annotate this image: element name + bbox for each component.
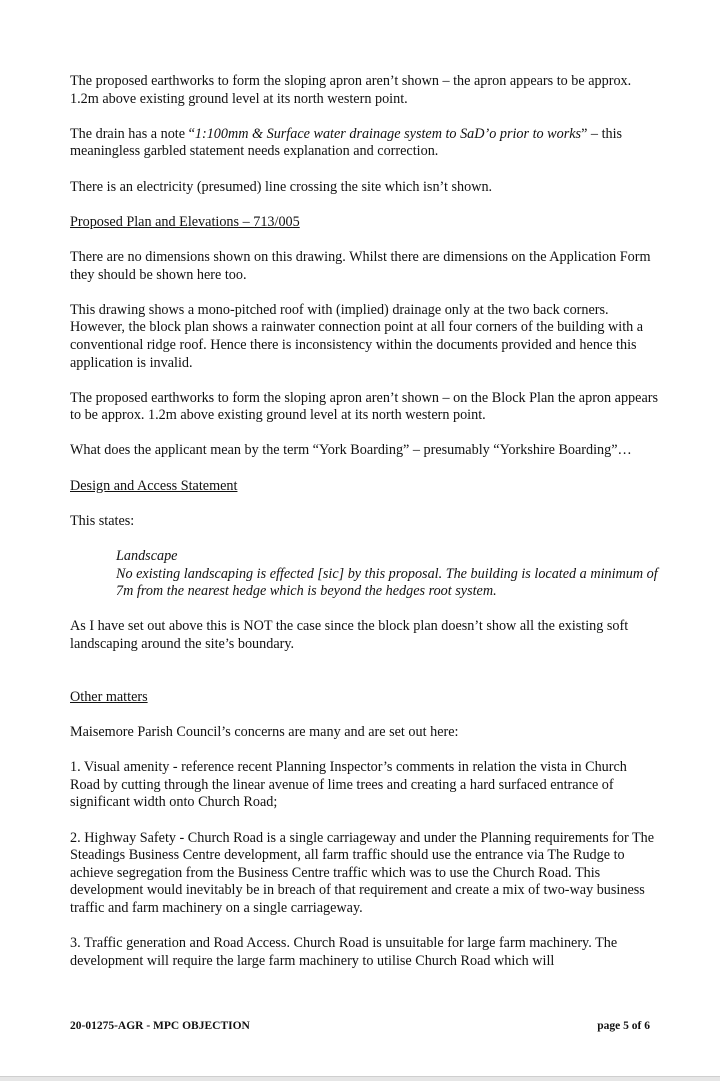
document-body [70,73,660,988]
paragraph: There are no dimensions shown on this drawing. Whilst there are dimensions on the Application Form they should be shown here too. [70,248,651,283]
text-run: The drain has a note “ [70,125,195,142]
list-item-traffic-generation: 3. Traffic generation and Road Access. Church Road is unsuitable for large farm machinery. The development will require the large farm machinery to utilise Church Road which will [70,935,618,969]
quote-title: Landscape [116,548,178,565]
page-footer [70,1020,650,1032]
paragraph: The proposed earthworks to form the sloping apron aren’t shown – on the Block Plan the apron appears to be approx. 1.2m above existing ground level at its north western point. [70,389,658,424]
paragraph: This states: [70,512,135,529]
page-bottom-edge [0,1076,720,1081]
block-quote [116,548,660,601]
section-heading-other-matters: Other matters [70,688,148,705]
text-run: ” – this meaningless garbled statement needs explanation and correction. [70,125,623,160]
paragraph: There is an electricity (presumed) line crossing the site which isn’t shown. [70,178,493,195]
footer-reference: 20-01275-AGR - MPC OBJECTION [70,1020,250,1032]
paragraph: What does the applicant mean by the term “York Boarding” – presumably “Yorkshire Boarding”… [70,442,632,459]
paragraph: This drawing shows a mono-pitched roof with (implied) drainage only at the two back corners. However, the block plan shows a rainwater connection point at all four corners of the building with a conventional ridge roof. Hence there is inconsistency within the documents provided and hence this application is invalid. [70,301,644,371]
page-number: page 5 of 6 [597,1020,650,1032]
spacer [70,671,660,689]
italic-quote: 1:100mm & Surface water drainage system to SaD’o prior to works [194,125,582,142]
paragraph-drain-note [70,126,660,161]
list-item-visual-amenity: 1. Visual amenity - reference recent Planning Inspector’s comments in relation the vista in Church Road by cutting through the linear avenue of lime trees and creating a hard surfaced entrance of significant width onto Church Road; [70,759,627,811]
paragraph: Maisemore Parish Council’s concerns are many and are set out here: [70,723,459,740]
list-item-highway-safety: 2. Highway Safety - Church Road is a single carriageway and under the Planning requirements for The Steadings Business Centre development, all farm traffic should use the entrance via The Rudge to achieve segregation from the Business Centre traffic which was to use the Church Road. This development would inevitably be in breach of that requirement and create a mix of two-way business traffic and farm machinery on a single carriageway. [70,829,655,916]
section-heading-design-access: Design and Access Statement [70,477,238,494]
quote-body: No existing landscaping is effected [sic] by this proposal. The building is located a minimum of 7m from the nearest hedge which is beyond the hedges root system. [116,565,658,600]
paragraph: As I have set out above this is NOT the case since the block plan doesn’t show all the existing soft landscaping around the site’s boundary. [70,618,629,652]
paragraph: The proposed earthworks to form the sloping apron aren’t shown – the apron appears to be approx. 1.2m above existing ground level at its north western point. [70,73,632,107]
section-heading-plan-elevations: Proposed Plan and Elevations – 713/005 [70,213,300,230]
